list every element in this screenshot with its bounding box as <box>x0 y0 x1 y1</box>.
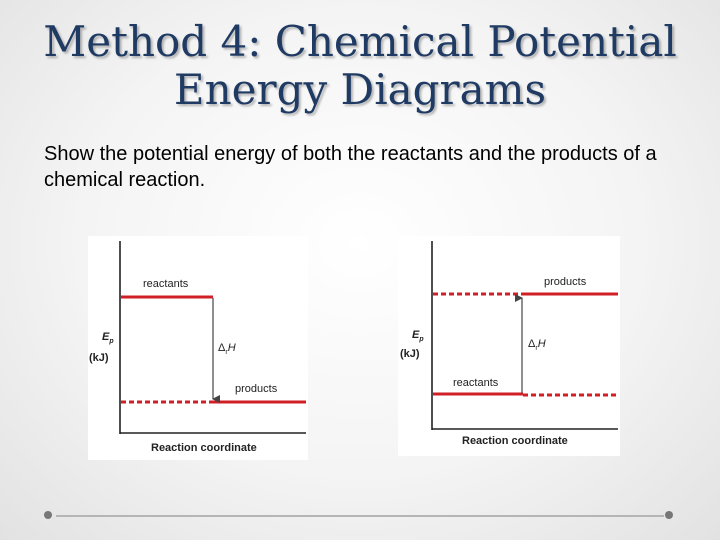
y-axis-label: $E_p$ <box>102 331 114 345</box>
footer-rule <box>56 515 664 517</box>
products-label: products <box>544 276 587 288</box>
y-axis-unit: (kJ) <box>89 352 109 364</box>
slide-title <box>0 18 720 114</box>
products-label: products <box>235 383 278 395</box>
delta-h-label: $\Delta_rH$ <box>218 342 236 356</box>
endothermic-diagram <box>398 236 620 456</box>
x-axis-label: Reaction coordinate <box>151 442 257 454</box>
x-axis-label: Reaction coordinate <box>462 435 568 447</box>
exothermic-diagram <box>88 236 308 460</box>
endothermic-diagram-svg <box>398 236 620 456</box>
title-line-1: Method 4: Chemical Potential <box>43 17 677 66</box>
exothermic-diagram-svg <box>88 236 308 460</box>
y-axis-unit: (kJ) <box>400 348 420 360</box>
y-axis-label: $E_p$ <box>412 329 424 343</box>
delta-h-label: $\Delta_rH$ <box>528 338 546 352</box>
body-text: Show the potential energy of both the reactants and the products of a chemical reaction. <box>44 143 657 191</box>
reactants-label: reactants <box>143 278 189 290</box>
reactants-label: reactants <box>453 377 499 389</box>
title-line-2: Energy Diagrams <box>173 65 547 114</box>
footer-dot-right <box>665 511 673 519</box>
footer-dot-left <box>44 511 52 519</box>
